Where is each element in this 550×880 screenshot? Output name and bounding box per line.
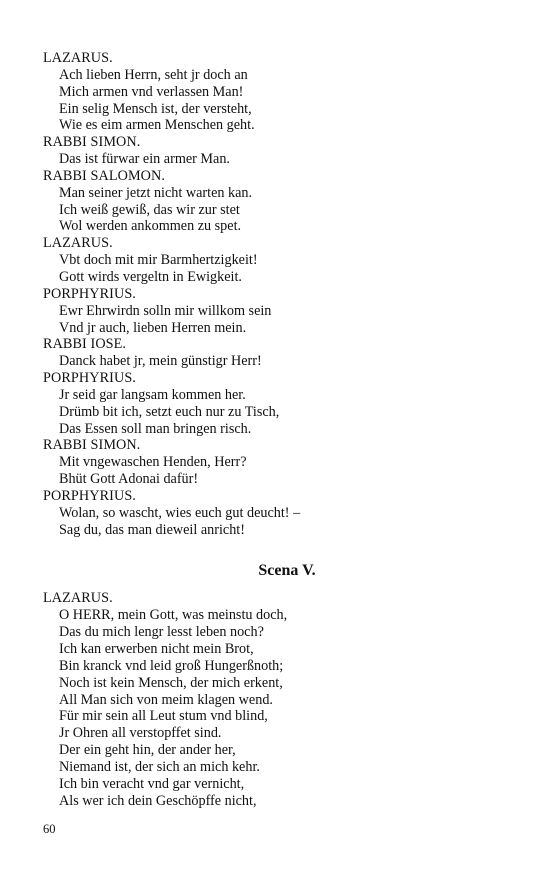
speaker-name: RABBI SALOMON.	[43, 167, 166, 184]
verse-line: Ein selig Mensch ist, der versteht,	[59, 100, 252, 117]
verse-line: Wie es eim armen Menschen geht.	[59, 117, 255, 134]
speaker-name: PORPHYRIUS.	[43, 487, 136, 504]
speech-block	[43, 590, 513, 809]
speaker-name: RABBI SIMON.	[43, 437, 141, 454]
verse-line: Ewr Ehrwirdn solln mir willkom sein	[59, 302, 272, 319]
verse-line: All Man sich von meim klagen wend.	[59, 691, 273, 708]
verse-line: Das ist fürwar ein armer Man.	[59, 151, 230, 168]
speech-block	[43, 134, 513, 168]
speech-block	[43, 488, 513, 539]
verse-line: Mich armen vnd verlassen Man!	[59, 83, 244, 100]
speaker-name: LAZARUS.	[43, 235, 113, 252]
verse-line: Bhüt Gott Adonai dafür!	[59, 471, 199, 488]
verse-line: Man seiner jetzt nicht warten kan.	[59, 184, 253, 201]
verse-line: Wol werden ankommen zu spet.	[59, 218, 242, 235]
dialogue-section	[43, 50, 513, 538]
speech-block	[43, 50, 513, 134]
speaker-name: PORPHYRIUS.	[43, 370, 136, 387]
speaker-name: LAZARUS.	[43, 50, 113, 66]
verse-line: Das du mich lengr lesst leben noch?	[59, 624, 264, 641]
verse-line: Ich bin veracht vnd gar vernicht,	[59, 775, 245, 792]
speech-block	[43, 168, 513, 235]
speaker-name: RABBI IOSE.	[43, 336, 127, 353]
verse-line: Ach lieben Herrn, seht jr doch an	[59, 66, 248, 83]
verse-line: Mit vngewaschen Henden, Herr?	[59, 454, 247, 471]
verse-line: Bin kranck vnd leid groß Hungerßnoth;	[59, 657, 284, 674]
verse-lines	[43, 607, 513, 809]
verse-line: Wolan, so wascht, wies euch gut deucht! –	[59, 504, 301, 521]
speech-block	[43, 437, 513, 488]
verse-line: Danck habet jr, mein günstigr Herr!	[59, 353, 262, 370]
verse-line: Niemand ist, der sich an mich kehr.	[59, 758, 260, 775]
verse-line: Ich weiß gewiß, das wir zur stet	[59, 201, 240, 218]
verse-line: Noch ist kein Mensch, der mich erkent,	[59, 674, 283, 691]
verse-line: Vnd jr auch, lieben Herren mein.	[59, 319, 247, 336]
speech-block	[43, 286, 513, 337]
verse-line: Gott wirds vergeltn in Ewigkeit.	[59, 268, 242, 285]
speech-block	[43, 235, 513, 286]
page-body	[43, 50, 513, 809]
speaker-name: PORPHYRIUS.	[43, 285, 136, 302]
speaker-name: LAZARUS.	[43, 590, 113, 607]
page-number: 60	[43, 822, 56, 836]
speech-block	[43, 336, 513, 370]
verse-line: Jr seid gar langsam kommen her.	[59, 386, 246, 403]
verse-line: Für mir sein all Leut stum vnd blind,	[59, 708, 268, 725]
verse-line: Als wer ich dein Geschöpffe nicht,	[59, 792, 257, 809]
verse-line: Ich kan erwerben nicht mein Brot,	[59, 641, 254, 657]
speaker-name: RABBI SIMON.	[43, 134, 141, 151]
verse-line: O HERR, mein Gott, was meinstu doch,	[59, 607, 288, 624]
speech-block	[43, 370, 513, 437]
verse-line: Das Essen soll man bringen risch.	[59, 420, 252, 437]
verse-line: Jr Ohren all verstopffet sind.	[59, 725, 222, 742]
verse-line: Sag du, das man dieweil anricht!	[59, 521, 245, 538]
verse-line: Vbt doch mit mir Barmhertzigkeit!	[59, 252, 258, 269]
verse-line: Drümb bit ich, setzt euch nur zu Tisch,	[59, 403, 280, 420]
scene-heading: Scena V.	[258, 562, 316, 580]
verse-line: Der ein geht hin, der ander her,	[59, 742, 236, 759]
